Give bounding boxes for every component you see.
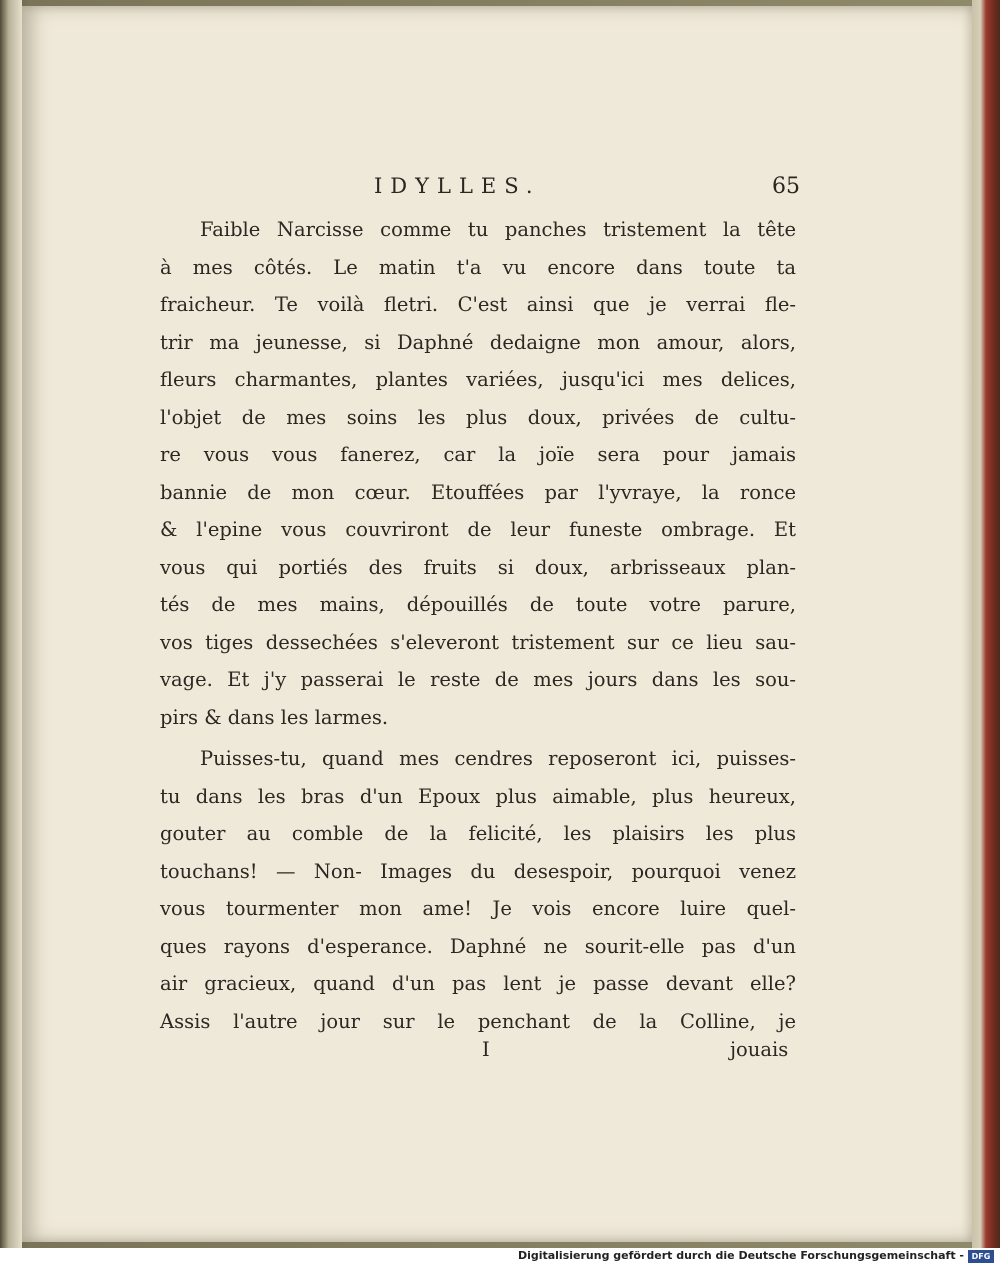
text-line: Puisses-tu, quand mes cendres reposeront ici, puisses- — [200, 747, 796, 770]
text-line: vos tiges dessechées s'eleveront tristement sur ce lieu sau- — [160, 630, 796, 654]
text-line: ques rayons d'esperance. Daphné ne sourit-elle pas d'un — [160, 934, 796, 958]
signature-mark: I — [482, 1038, 490, 1061]
page-number: 65 — [772, 174, 800, 199]
text-line: vous tourmenter mon ame! Je vois encore luire quel- — [160, 897, 796, 920]
text-line: Assis l'autre jour sur le penchant de la Colline, je — [160, 1009, 796, 1033]
text-line: fleurs charmantes, plantes variées, jusqu'ici mes delices, — [160, 368, 796, 391]
text-line: bannie de mon cœur. Etouffées par l'yvraye, la ronce — [160, 480, 796, 504]
text-line: fraicheur. Te voilà fletri. C'est ainsi que je verrai fle- — [160, 293, 796, 316]
text-line: vous qui portiés des fruits si doux, arbrisseaux plan- — [160, 555, 796, 579]
digitization-credit-bar — [0, 1248, 1000, 1266]
credit-text: Digitalisierung gefördert durch die Deutsche Forschungsgemeinschaft - — [517, 1249, 964, 1262]
text-line: & l'epine vous couvriront de leur funeste ombrage. Et — [160, 518, 796, 541]
paragraph — [160, 740, 796, 1040]
text-line: pirs & dans les larmes. — [160, 705, 389, 729]
page-footer — [22, 1038, 972, 1072]
text-line: tu dans les bras d'un Epoux plus aimable, plus heureux, — [160, 784, 796, 808]
book-page — [22, 6, 972, 1242]
text-line: vage. Et j'y passerai le reste de mes jours dans les sou- — [160, 668, 796, 691]
dfg-logo-icon: DFG — [968, 1250, 994, 1263]
page-header — [22, 174, 972, 206]
text-line: Faible Narcisse comme tu panches tristement la tête — [200, 218, 796, 241]
text-line: à mes côtés. Le matin t'a vu encore dans toute ta — [160, 255, 796, 279]
book-spine-edge — [0, 0, 22, 1248]
running-title: IDYLLES. — [374, 174, 541, 198]
text-line: l'objet de mes soins les plus doux, privées de cultu- — [160, 405, 796, 429]
text-line: re vous vous fanerez, car la joïe sera pour jamais — [160, 443, 796, 466]
text-line: air gracieux, quand d'un pas lent je passe devant elle? — [160, 972, 796, 995]
paragraph — [160, 211, 796, 736]
body-text — [160, 211, 796, 1040]
catchword: jouais — [730, 1038, 789, 1061]
text-line: gouter au comble de la felicité, les plaisirs les plus — [160, 822, 796, 845]
text-line: trir ma jeunesse, si Daphné dedaigne mon amour, alors, — [160, 330, 796, 354]
book-cover-edge — [972, 0, 1000, 1248]
text-line: tés de mes mains, dépouillés de toute votre parure, — [160, 593, 796, 616]
text-line: touchans! — Non- Images du desespoir, pourquoi venez — [160, 859, 796, 883]
